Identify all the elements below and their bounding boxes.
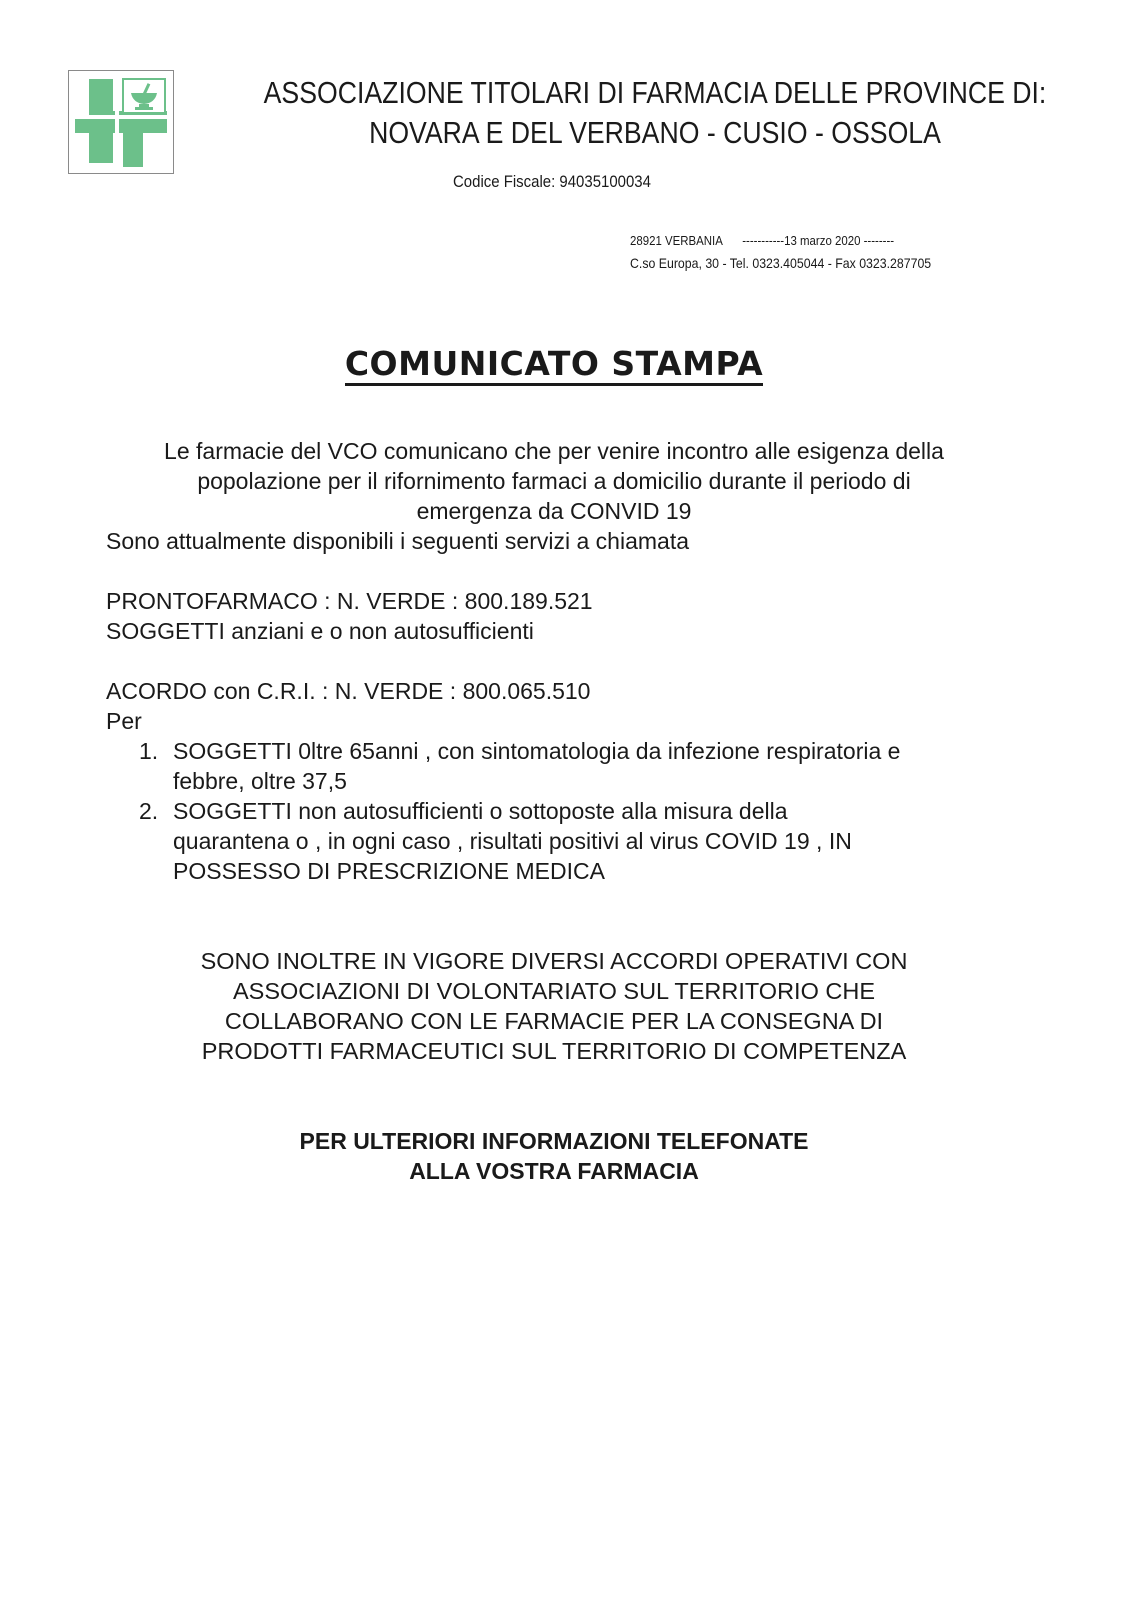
- address-street: C.so Europa, 30 - Tel. 0323.405044 - Fax 0323.287705: [630, 255, 932, 271]
- acordo-number: ACORDO con C.R.I. : N. VERDE : 800.065.510: [106, 678, 591, 704]
- intro-line-3: emergenza da CONVID 19: [416, 498, 692, 524]
- intro-paragraph: [0, 436, 1108, 526]
- list-item-line: quarantena o , in ogni caso , risultati positivi al virus COVID 19 , IN: [173, 828, 852, 854]
- prontofarmaco-number: PRONTOFARMACO : N. VERDE : 800.189.521: [106, 588, 593, 614]
- fiscal-code: Codice Fiscale: 94035100034: [453, 172, 651, 191]
- accordi-line-4: PRODOTTI FARMACEUTICI SUL TERRITORIO DI COMPETENZA: [201, 1038, 907, 1064]
- page-title-text: COMUNICATO STAMPA: [345, 344, 763, 386]
- intro-line-1: Le farmacie del VCO comunicano che per venire incontro alle esigenza della: [164, 438, 944, 464]
- services-line: Sono attualmente disponibili i seguenti servizi a chiamata: [106, 528, 689, 554]
- org-name-line-2: NOVARA E DEL VERBANO - CUSIO - OSSOLA: [369, 115, 941, 150]
- closing-line-2: ALLA VOSTRA FARMACIA: [409, 1158, 699, 1184]
- prontofarmaco-target: SOGGETTI anziani e o non autosufficienti: [106, 618, 534, 644]
- intro-line-2: popolazione per il rifornimento farmaci a domicilio durante il periodo di: [197, 468, 911, 494]
- prontofarmaco-section: [106, 586, 593, 646]
- list-item-line: POSSESSO DI PRESCRIZIONE MEDICA: [173, 858, 605, 884]
- acordo-section: [106, 676, 590, 736]
- organization-name: [247, 73, 1064, 153]
- list-item-number: 1.: [139, 738, 159, 764]
- list-item-line: SOGGETTI non autosufficienti o sottoposte alla misura della: [173, 798, 788, 824]
- pharmacy-cross-icon: [69, 71, 173, 173]
- list-item-line: SOGGETTI 0ltre 65anni , con sintomatologia da infezione respiratoria e: [173, 738, 901, 764]
- acordo-per: Per: [106, 708, 142, 734]
- closing-notice: [0, 1126, 1108, 1186]
- accordi-paragraph: [0, 946, 1108, 1066]
- page-title: [0, 344, 1108, 384]
- accordi-line-2: ASSOCIAZIONI DI VOLONTARIATO SUL TERRITORIO CHE: [232, 978, 875, 1004]
- list-item-text: [173, 736, 900, 796]
- closing-line-1: PER ULTERIORI INFORMAZIONI TELEFONATE: [299, 1128, 809, 1154]
- accordi-line-3: COLLABORANO CON LE FARMACIE PER LA CONSEGNA DI: [224, 1008, 884, 1034]
- pharmacy-cross-logo: [68, 70, 174, 174]
- document-date: -----------13 marzo 2020 --------: [742, 233, 895, 248]
- accordi-line-1: SONO INOLTRE IN VIGORE DIVERSI ACCORDI OPERATIVI CON: [200, 948, 908, 974]
- list-item-number: 2.: [139, 798, 159, 824]
- address-city: 28921 VERBANIA: [630, 233, 723, 248]
- org-name-line-1: ASSOCIAZIONE TITOLARI DI FARMACIA DELLE PROVINCE DI:: [263, 75, 1047, 110]
- list-item-line: febbre, oltre 37,5: [173, 768, 347, 794]
- list-item-text: [173, 796, 852, 886]
- address-city-date: [630, 233, 894, 248]
